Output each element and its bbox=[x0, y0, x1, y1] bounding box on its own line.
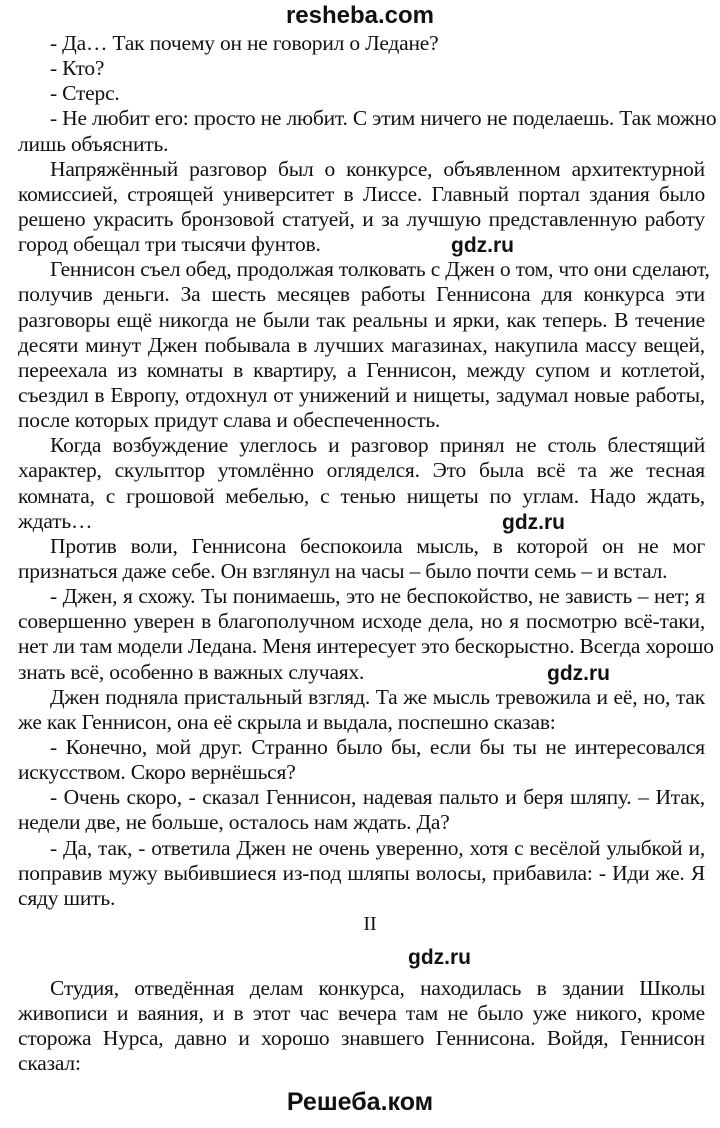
text-line: съездил в Европу, отдохнул от унижений и нищеты, задумал новые работы, bbox=[18, 382, 705, 407]
text-line: - Очень скоро, - сказал Геннисон, надевая пальто и беря шляпу. – Итак, bbox=[50, 785, 705, 810]
text-line: сказал: bbox=[18, 1051, 81, 1076]
text-line: комната, с грошовой мебелью, с тенью нищеты по углам. Надо ждать, bbox=[18, 483, 705, 508]
text-line: знать всё, особенно в важных случаях. bbox=[18, 659, 365, 684]
text-line: после которых придут слава и обеспеченность. bbox=[18, 408, 441, 433]
paragraph bbox=[18, 106, 717, 156]
text-line: сторожа Нурса, давно и хорошо знавшего Геннисона. Войдя, Геннисон bbox=[18, 1026, 705, 1051]
text-line: - Да, так, - ответила Джен не очень уверенно, хотя с весёлой улыбкой и, bbox=[50, 835, 705, 860]
text-line: совершенно уверен в благополучном исходе дела, но я посмотрю всё-таки, bbox=[18, 609, 705, 634]
text-line: - Не любит его: просто не любит. С этим ничего не поделаешь. Так можно bbox=[50, 106, 717, 131]
paragraph bbox=[18, 685, 705, 735]
gdz-watermark: gdz.ru bbox=[547, 662, 610, 685]
text-line: Студия, отведённая делам конкурса, находилась в здании Школы bbox=[50, 976, 705, 1000]
text-line: искусством. Скоро вернёшься? bbox=[18, 760, 296, 785]
text-line: - Конечно, мой друг. Странно было бы, если бы ты не интересовался bbox=[50, 734, 705, 759]
text-line: - Кто? bbox=[50, 56, 105, 81]
gdz-watermark: gdz.ru bbox=[451, 234, 514, 257]
text-line: признаться даже себе. Он взглянул на часы – было почти семь – и встал. bbox=[18, 558, 668, 583]
paragraph bbox=[18, 735, 705, 785]
site-watermark-footer: Решеба.ком bbox=[286, 1088, 434, 1116]
text-line: получив деньги. За шесть месяцев работы Геннисона для конкурса эти bbox=[18, 282, 705, 307]
paragraph bbox=[18, 836, 705, 911]
text-line: сяду шить. bbox=[18, 885, 116, 910]
text-line: нет ли там модели Ледана. Меня интересует это бескорыстно. Всегда хорошо bbox=[18, 634, 714, 659]
paragraph bbox=[18, 534, 705, 584]
paragraph bbox=[18, 785, 705, 835]
text-line: Когда возбуждение улеглось и разговор принял не столь блестящий bbox=[50, 433, 705, 458]
chapter-two-text bbox=[18, 976, 705, 1077]
paragraph bbox=[18, 257, 710, 433]
paragraph bbox=[18, 56, 705, 81]
text-line: решено украсить бронзовой статуей, и за лучшую представленную работу bbox=[18, 206, 705, 231]
story-text bbox=[18, 31, 717, 911]
text-line: Геннисон съел обед, продолжая толковать с Джен о том, что они сделают, bbox=[50, 257, 710, 282]
text-line: недели две, не больше, осталось нам ждать. Да? bbox=[18, 810, 450, 835]
text-line: Джен подняла пристальный взгляд. Та же мысль тревожила и её, но, так bbox=[50, 684, 705, 709]
chapter-heading: II bbox=[363, 913, 377, 935]
text-line: - Стерс. bbox=[50, 81, 120, 106]
paragraph bbox=[18, 976, 705, 1077]
text-line: десяти минут Джен побывала в лучших магазинах, накупила массу вещей, bbox=[18, 332, 705, 357]
paragraph bbox=[18, 81, 705, 106]
text-line: характер, скульптор утомлённо огляделся. Это была всё та же тесная bbox=[18, 458, 705, 483]
text-line: же как Геннисон, она её скрыла и выдала, поспешно сказав: bbox=[18, 709, 556, 734]
text-line: ждать… bbox=[18, 508, 93, 533]
paragraph bbox=[18, 157, 705, 258]
text-line: Напряжённый разговор был о конкурсе, объявленном архитектурной bbox=[50, 156, 705, 181]
text-line: поправив мужу выбившиеся из-под шляпы волосы, прибавила: - Иди же. Я bbox=[18, 860, 705, 885]
text-line: комиссией, строящей университет в Лиссе. Главный портал здания было bbox=[18, 181, 705, 206]
paragraph bbox=[18, 31, 705, 56]
text-line: Против воли, Геннисона беспокоила мысль, в которой он не мог bbox=[50, 533, 705, 558]
text-line: лишь объяснить. bbox=[18, 131, 169, 156]
text-line: переехала из комнаты в квартиру, а Геннисон, между супом и котлетой, bbox=[18, 357, 705, 382]
text-line: город обещал три тысячи фунтов. bbox=[18, 232, 321, 257]
text-line: разговоры ещё никогда не были так реальны и ярки, как теперь. В течение bbox=[18, 307, 705, 332]
site-watermark-header: resheba.com bbox=[285, 2, 435, 29]
paragraph bbox=[18, 433, 705, 534]
gdz-watermark: gdz.ru bbox=[502, 511, 565, 534]
text-line: - Джен, я схожу. Ты понимаешь, это не беспокойство, не зависть – нет; я bbox=[50, 584, 705, 609]
text-line: живописи и ваяния, и в этот час вечера там не было уже никого, кроме bbox=[18, 1001, 705, 1026]
text-line: - Да… Так почему он не говорил о Ледане? bbox=[50, 31, 439, 55]
gdz-watermark: gdz.ru bbox=[408, 946, 471, 969]
